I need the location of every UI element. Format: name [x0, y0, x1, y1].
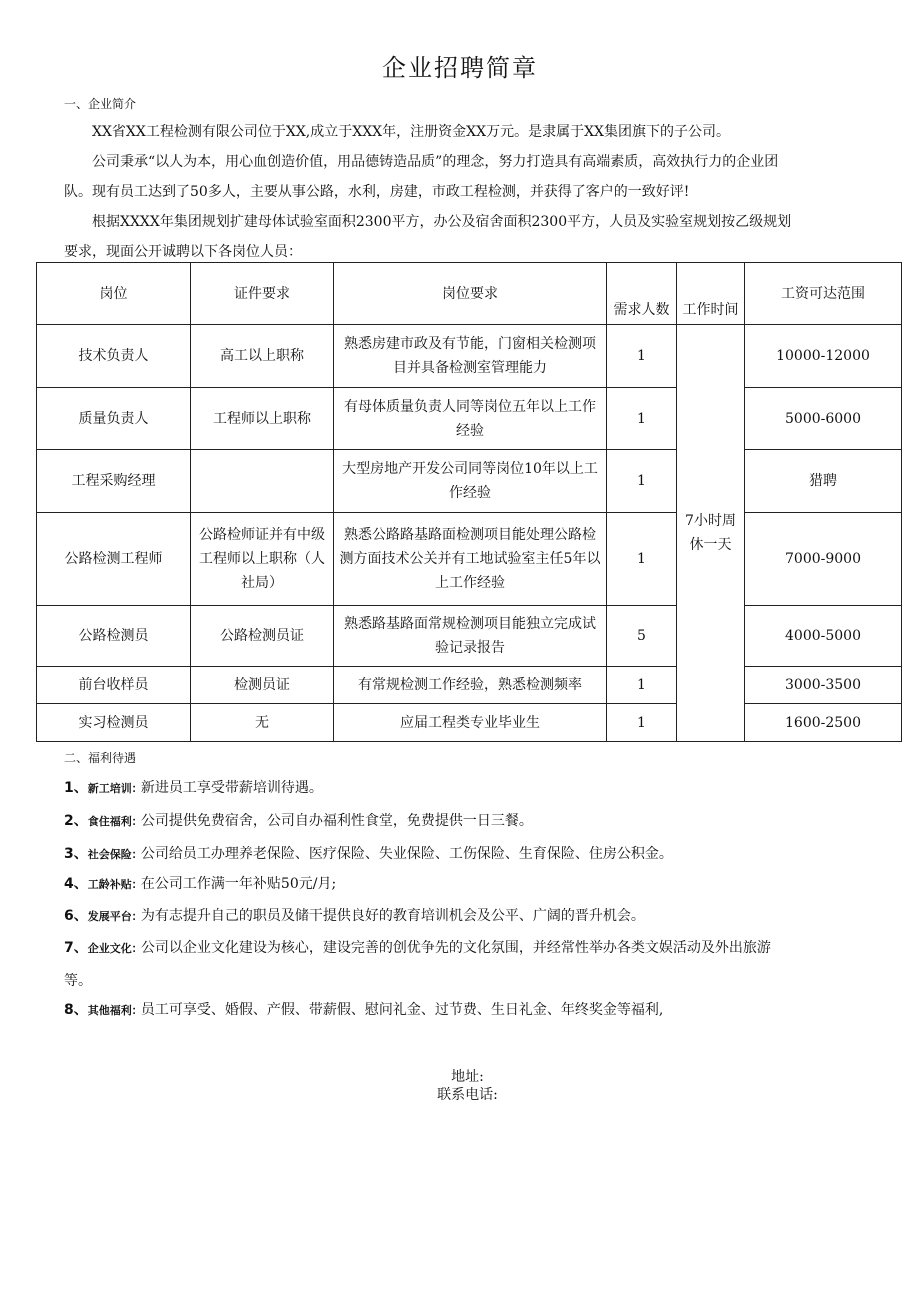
benefit-text: : 公司给员工办理养老保险、医疗保险、失业保险、工伤保险、生育保险、住房公积金。 [131, 846, 673, 862]
cell-headcount: 1 [607, 388, 677, 450]
benefit-item [64, 994, 784, 1027]
benefit-label: 其他福利 [87, 1004, 132, 1017]
table-row [37, 325, 902, 388]
cell-requirement: 应届工程类专业毕业生 [334, 704, 607, 742]
benefit-label: 新工培训 [87, 782, 132, 795]
table-header-row [37, 263, 902, 325]
header-salary: 工资可达范围 [745, 263, 902, 325]
header-certificate: 证件要求 [191, 263, 334, 325]
benefit-item [64, 805, 784, 838]
benefit-label: 企业文化 [87, 942, 132, 955]
benefit-text: : 新进员工享受带薪培训待遇。 [131, 780, 323, 796]
intro-paragraph-1 [64, 117, 804, 147]
cell-requirement: 有常规检测工作经验，熟悉检测频率 [334, 667, 607, 704]
cell-work-time: 7小时周休一天 [677, 325, 745, 742]
cell-headcount: 1 [607, 704, 677, 742]
table-row [37, 704, 902, 742]
benefit-item [64, 900, 784, 933]
intro-paragraph-2 [64, 147, 804, 207]
cell-certificate [191, 450, 334, 513]
cell-headcount: 1 [607, 667, 677, 704]
benefit-number: 3、 [64, 846, 88, 862]
address-label: 地址: [451, 1069, 484, 1085]
table-row [37, 513, 902, 606]
cell-position: 技术负责人 [37, 325, 191, 388]
benefit-number: 1、 [64, 780, 88, 796]
cell-position: 公路检测员 [37, 606, 191, 667]
benefit-text: : 为有志提升自己的职员及储干提供良好的教育培训机会及公平、广阔的晋升机会。 [131, 908, 645, 924]
benefit-text: : 公司以企业文化建设为核心，建设完善的创优争先的文化氛围，并经常性举办各类文娱活动及外出旅游等。 [64, 940, 771, 989]
benefit-label: 社会保险 [87, 848, 132, 861]
intro-text-3: 根据XXXX年集团规划扩建母体试验室面积2300平方，办公及宿舍面积2300平方，人员及实验室规划按乙级规划要求，现面公开诚聘以下各岗位人员： [64, 214, 792, 260]
benefit-text: : 在公司工作满一年补贴50元/月; [131, 876, 337, 892]
cell-certificate: 工程师以上职称 [191, 388, 334, 450]
cell-requirement: 熟悉房建市政及有节能，门窗相关检测项目并具备检测室管理能力 [334, 325, 607, 388]
benefit-number: 4、 [64, 876, 88, 892]
benefit-number: 8、 [64, 1002, 88, 1018]
cell-certificate: 公路检师证并有中级工程师以上职称（人社局） [191, 513, 334, 606]
section-heading-intro: 一、企业简介 [64, 97, 137, 111]
benefit-number: 2、 [64, 813, 88, 829]
table-row [37, 606, 902, 667]
cell-position: 质量负责人 [37, 388, 191, 450]
table-row [37, 450, 902, 513]
recruitment-table [36, 262, 902, 742]
cell-position: 实习检测员 [37, 704, 191, 742]
cell-certificate: 公路检测员证 [191, 606, 334, 667]
benefit-item [64, 868, 784, 901]
header-position: 岗位 [37, 263, 191, 325]
cell-salary: 3000-3500 [745, 667, 902, 704]
header-requirement: 岗位要求 [334, 263, 607, 325]
cell-requirement: 熟悉公路路基路面检测项目能处理公路检测方面技术公关并有工地试验室主任5年以上工作经验 [334, 513, 607, 606]
intro-text-2: 公司秉承“以人为本，用心血创造价值，用品德铸造品质”的理念，努力打造具有高端素质，高效执行力的企业团队。现有员工达到了50多人，主要从事公路，水利，房建，市政工程检测，并获得了客户的一致好评! [64, 154, 779, 200]
cell-headcount: 1 [607, 513, 677, 606]
table-row [37, 667, 902, 704]
cell-certificate: 高工以上职称 [191, 325, 334, 388]
section-heading-benefits: 二、福利待遇 [64, 751, 137, 765]
cell-headcount: 1 [607, 450, 677, 513]
phone-label: 联系电话: [437, 1087, 498, 1103]
table-row [37, 388, 902, 450]
cell-headcount: 5 [607, 606, 677, 667]
cell-requirement: 熟悉路基路面常规检测项目能独立完成试验记录报告 [334, 606, 607, 667]
cell-salary: 猎聘 [745, 450, 902, 513]
benefit-label: 食住福利 [87, 815, 132, 828]
page-title: 企业招聘简章 [382, 54, 538, 82]
benefit-item [64, 932, 784, 998]
cell-certificate: 检测员证 [191, 667, 334, 704]
benefit-item [64, 772, 784, 805]
benefit-item [64, 838, 784, 871]
benefit-text: : 员工可享受、婚假、产假、带薪假、慰问礼金、过节费、生日礼金、年终奖金等福利, [131, 1002, 664, 1018]
benefit-number: 7、 [64, 940, 88, 956]
intro-paragraph-3 [64, 207, 804, 267]
cell-salary: 7000-9000 [745, 513, 902, 606]
benefit-text: : 公司提供免费宿舍，公司自办福利性食堂，免费提供一日三餐。 [131, 813, 533, 829]
benefit-label: 发展平台 [87, 910, 132, 923]
cell-salary: 4000-5000 [745, 606, 902, 667]
cell-salary: 10000-12000 [745, 325, 902, 388]
cell-headcount: 1 [607, 325, 677, 388]
cell-requirement: 大型房地产开发公司同等岗位10年以上工作经验 [334, 450, 607, 513]
intro-text-1: XX省XX工程检测有限公司位于XX,成立于XXX年，注册资金XX万元。是隶属于XX集团旗下的子公司。 [92, 124, 731, 140]
benefit-number: 6、 [64, 908, 88, 924]
cell-position: 前台收样员 [37, 667, 191, 704]
cell-position: 工程采购经理 [37, 450, 191, 513]
cell-position: 公路检测工程师 [37, 513, 191, 606]
benefit-label: 工龄补贴 [87, 878, 132, 891]
cell-salary: 5000-6000 [745, 388, 902, 450]
cell-certificate: 无 [191, 704, 334, 742]
cell-requirement: 有母体质量负责人同等岗位五年以上工作经验 [334, 388, 607, 450]
header-headcount: 需求人数 [607, 263, 677, 325]
header-work-time: 工作时间 [677, 263, 745, 325]
cell-salary: 1600-2500 [745, 704, 902, 742]
